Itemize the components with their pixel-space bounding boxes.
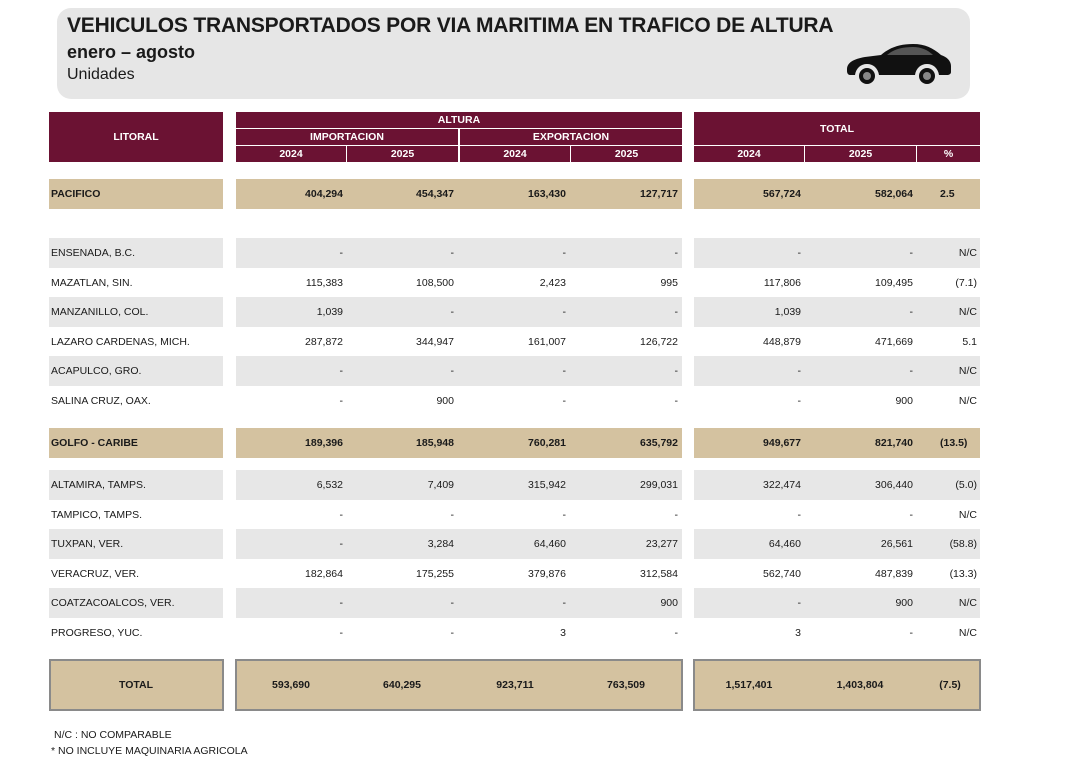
total-row-cell: (7.5) <box>939 679 961 691</box>
table-cell: 487,839 <box>875 568 913 580</box>
table-cell: - <box>450 247 454 259</box>
table-cell: 6,532 <box>316 479 343 491</box>
table-cell: - <box>450 597 454 609</box>
table-cell: - <box>450 627 454 639</box>
table-cell: (7.1) <box>955 277 977 289</box>
table-cell: 299,031 <box>640 479 678 491</box>
row-label: TUXPAN, VER. <box>51 538 124 550</box>
table-cell: - <box>674 627 678 639</box>
table-cell: - <box>797 509 801 521</box>
row-background <box>694 238 980 268</box>
table-cell: 127,717 <box>640 188 678 200</box>
footnote-nc: N/C : NO COMPARABLE <box>54 729 172 741</box>
table-cell: - <box>674 395 678 407</box>
header-total-pct: % <box>917 146 980 162</box>
table-cell: - <box>339 365 343 377</box>
table-cell: 760,281 <box>528 437 566 449</box>
report-period: enero – agosto <box>67 42 196 62</box>
table-cell: 821,740 <box>875 437 913 449</box>
table-cell: 635,792 <box>640 437 678 449</box>
table-cell: - <box>562 306 566 318</box>
table-cell: (13.3) <box>949 568 977 580</box>
table-cell: N/C <box>958 306 977 318</box>
table-cell: - <box>339 395 343 407</box>
table-cell: N/C <box>958 509 977 521</box>
table-cell: 126,722 <box>640 336 678 348</box>
table-cell: - <box>797 597 801 609</box>
table-cell: - <box>339 627 343 639</box>
table-cell: - <box>339 538 343 550</box>
table-cell: 185,948 <box>416 437 454 449</box>
table-cell: 1,039 <box>316 306 343 318</box>
row-background <box>694 588 980 618</box>
header-total: TOTAL <box>694 112 980 145</box>
table-cell: N/C <box>958 247 977 259</box>
table-cell: 900 <box>895 395 913 407</box>
row-label: GOLFO - CARIBE <box>51 437 138 449</box>
row-background <box>236 470 682 500</box>
header-total-2025: 2025 <box>805 146 916 162</box>
table-cell: 471,669 <box>875 336 913 348</box>
table-cell: 582,064 <box>875 188 913 200</box>
row-label: TAMPICO, TAMPS. <box>51 509 143 521</box>
row-background <box>236 588 682 618</box>
car-icon <box>843 36 955 86</box>
header-altura: ALTURA <box>236 112 682 128</box>
total-row-cell: 593,690 <box>272 679 310 691</box>
row-label: VERACRUZ, VER. <box>51 568 140 580</box>
table-cell: 900 <box>895 597 913 609</box>
table-cell: N/C <box>958 627 977 639</box>
table-cell: - <box>562 597 566 609</box>
table-cell: 562,740 <box>763 568 801 580</box>
table-cell: 312,584 <box>640 568 678 580</box>
table-cell: - <box>797 365 801 377</box>
table-cell: 900 <box>436 395 454 407</box>
table-cell: 287,872 <box>305 336 343 348</box>
row-background <box>236 179 682 209</box>
table-cell: - <box>450 365 454 377</box>
total-row-cell: 923,711 <box>496 679 534 691</box>
table-cell: - <box>674 365 678 377</box>
table-cell: - <box>339 247 343 259</box>
table-cell: - <box>909 247 913 259</box>
table-cell: 5.1 <box>962 336 977 348</box>
table-cell: - <box>909 365 913 377</box>
table-cell: - <box>562 247 566 259</box>
table-cell: 379,876 <box>528 568 566 580</box>
row-background <box>694 356 980 386</box>
table-cell: - <box>562 509 566 521</box>
table-cell: 109,495 <box>875 277 913 289</box>
table-cell: - <box>797 247 801 259</box>
header-exp-2024: 2024 <box>460 146 570 162</box>
table-cell: 315,942 <box>528 479 566 491</box>
table-cell: 64,460 <box>533 538 566 550</box>
table-cell: 404,294 <box>305 188 343 200</box>
table-cell: (5.0) <box>955 479 977 491</box>
total-row-label: TOTAL <box>118 679 154 691</box>
row-background <box>694 179 980 209</box>
table-cell: - <box>909 306 913 318</box>
row-background <box>236 297 682 327</box>
table-cell: - <box>909 509 913 521</box>
report-title: VEHICULOS TRANSPORTADOS POR VIA MARITIMA EN TRAFICO DE ALTURA <box>67 14 834 37</box>
header-importacion: IMPORTACION <box>236 129 458 145</box>
total-row-cell: 763,509 <box>607 679 645 691</box>
table-cell: 175,255 <box>416 568 454 580</box>
table-cell: 3 <box>560 627 566 639</box>
table-cell: - <box>674 306 678 318</box>
table-cell: 3 <box>795 627 801 639</box>
header-exportacion: EXPORTACION <box>460 129 682 145</box>
table-cell: 3,284 <box>427 538 454 550</box>
row-background <box>236 238 682 268</box>
table-cell: 900 <box>660 597 678 609</box>
table-cell: - <box>339 509 343 521</box>
total-row-cell: 1,403,804 <box>836 679 884 691</box>
header-litoral: LITORAL <box>49 112 223 162</box>
table-cell: (58.8) <box>949 538 977 550</box>
table-cell: 161,007 <box>528 336 566 348</box>
table-cell: 448,879 <box>763 336 801 348</box>
table-cell: 7,409 <box>427 479 454 491</box>
table-cell: - <box>562 365 566 377</box>
row-background <box>694 428 980 458</box>
table-cell: - <box>450 509 454 521</box>
table-cell: - <box>562 395 566 407</box>
row-label: PACIFICO <box>51 188 101 200</box>
table-cell: 115,383 <box>305 277 343 289</box>
table-cell: - <box>339 597 343 609</box>
table-cell: 163,430 <box>528 188 566 200</box>
row-label: MAZATLAN, SIN. <box>51 277 133 289</box>
table-cell: 108,500 <box>416 277 454 289</box>
row-label: ENSENADA, B.C. <box>51 247 136 259</box>
header-imp-2025: 2025 <box>347 146 458 162</box>
row-label: SALINA CRUZ, OAX. <box>51 395 151 407</box>
row-label: ALTAMIRA, TAMPS. <box>51 479 146 491</box>
header-total-2024: 2024 <box>694 146 804 162</box>
row-label: MANZANILLO, COL. <box>51 306 149 318</box>
total-row-cell: 640,295 <box>383 679 421 691</box>
row-background <box>694 470 980 500</box>
table-cell: - <box>674 247 678 259</box>
report-header <box>57 8 970 99</box>
table-cell: - <box>450 306 454 318</box>
row-label: LAZARO CARDENAS, MICH. <box>51 336 190 348</box>
table-cell: 344,947 <box>416 336 454 348</box>
row-background <box>236 356 682 386</box>
table-cell: 117,806 <box>763 277 801 289</box>
table-cell: 949,677 <box>763 437 801 449</box>
table-cell: N/C <box>958 395 977 407</box>
table-cell: 2,423 <box>539 277 566 289</box>
table-cell: 1,039 <box>774 306 801 318</box>
total-row-cell: 1,517,401 <box>725 679 773 691</box>
table-cell: 2.5 <box>940 188 955 200</box>
row-label: COATZACOALCOS, VER. <box>51 597 175 609</box>
table-cell: - <box>674 509 678 521</box>
table-cell: N/C <box>958 597 977 609</box>
row-background <box>694 529 980 559</box>
table-cell: (13.5) <box>940 437 968 449</box>
table-cell: 64,460 <box>768 538 801 550</box>
table-cell: - <box>909 627 913 639</box>
row-background <box>236 428 682 458</box>
table-cell: 26,561 <box>880 538 913 550</box>
table-cell: - <box>797 395 801 407</box>
table-cell: N/C <box>958 365 977 377</box>
row-background <box>236 529 682 559</box>
row-background <box>694 297 980 327</box>
header-imp-2024: 2024 <box>236 146 346 162</box>
table-cell: 995 <box>660 277 678 289</box>
report-units: Unidades <box>67 66 135 83</box>
table-cell: 23,277 <box>645 538 678 550</box>
table-cell: 322,474 <box>763 479 801 491</box>
row-label: PROGRESO, YUC. <box>51 627 143 639</box>
header-exp-2025: 2025 <box>571 146 682 162</box>
table-cell: 182,864 <box>305 568 343 580</box>
row-label: ACAPULCO, GRO. <box>51 365 142 377</box>
table-cell: 189,396 <box>305 437 343 449</box>
table-cell: 306,440 <box>875 479 913 491</box>
table-cell: 454,347 <box>416 188 454 200</box>
table-cell: 567,724 <box>763 188 801 200</box>
footnote-note: * NO INCLUYE MAQUINARIA AGRICOLA <box>51 745 248 757</box>
